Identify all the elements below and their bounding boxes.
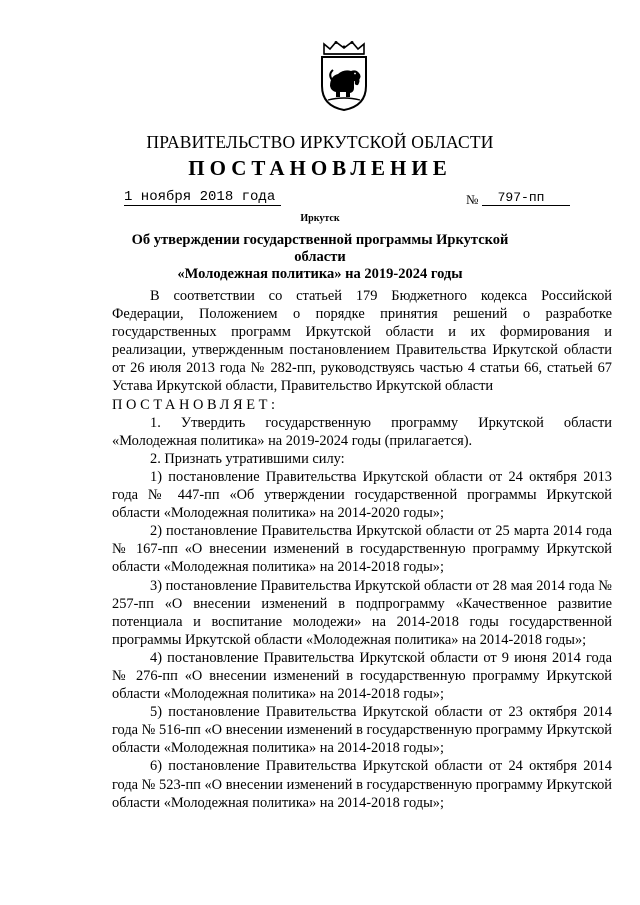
resolves-heading: ПОСТАНОВЛЯЕТ: <box>112 396 279 413</box>
document-number-value: 797-пп <box>497 190 545 205</box>
document-number <box>482 190 570 206</box>
document-type: ПОСТАНОВЛЕНИЕ <box>188 156 452 180</box>
preamble-paragraph: В соответствии со статьей 179 Бюджетного кодекса Российской Федерации, Положением о порядке принятия решений о разработке государственных программ Иркутской области и их формирования и реализации, утвержденным постановлением Правительства Иркутской области от 26 июля 2013 года № 282-пп, руководствуясь частью 4 статьи 66, статьей 67 Устава Иркутской области, Правительство Иркутской области <box>112 288 612 395</box>
document-title-line-1: Об утверждении государственной программы Иркутской области <box>131 232 509 265</box>
clause-2-item-5: 5) постановление Правительства Иркутской области от 23 октября 2014 года № 516-пп «О внесении изменений в государственную программу Иркутской области «Молодежная политика» на 2014-2018 годы»; <box>112 704 612 757</box>
irkutsk-coat-of-arms-icon <box>318 40 370 112</box>
clause-2-item-3: 3) постановление Правительства Иркутской области от 28 мая 2014 года № 257-пп «О внесении изменений в подпрограмму «Качественное развитие потенциала и воспитание молодежи» на 2014-2018 годы государственной программы Иркутской области «Молодежная политика» на 2014-2018 годы»; <box>112 577 612 648</box>
document-title-line-2: «Молодежная политика» на 2019-2024 годы <box>177 266 463 282</box>
number-sign: № <box>466 192 479 207</box>
document-body <box>112 287 612 812</box>
clause-2-item-6: 6) постановление Правительства Иркутской области от 24 октября 2014 года № 523-пп «О внесении изменений в государственную программу Иркутской области «Молодежная политика» на 2014-2018 годы»; <box>112 758 612 811</box>
document-title <box>120 232 520 283</box>
clause-2-item-1: 1) постановление Правительства Иркутской области от 24 октября 2013 года № 447-пп «Об утверждении государственной программы Иркутской области «Молодежная политика» на 2014-2020 годы»; <box>112 468 612 522</box>
clause-1: 1. Утвердить государственную программу Иркутской области «Молодежная политика» на 2019-2024 годы (прилагается). <box>112 414 612 449</box>
issue-city: Иркутск <box>300 213 340 224</box>
clause-2-item-4: 4) постановление Правительства Иркутской области от 9 июня 2014 года № 276-пп «О внесении изменений в государственную программу Иркутской области «Молодежная политика» на 2014-2018 годы»; <box>112 649 612 703</box>
issuing-authority: ПРАВИТЕЛЬСТВО ИРКУТСКОЙ ОБЛАСТИ <box>146 132 494 152</box>
document-date: 1 ноября 2018 года <box>124 190 281 206</box>
clause-2-item-2: 2) постановление Правительства Иркутской области от 25 марта 2014 года № 167-пп «О внесении изменений в государственную программу Иркутской области «Молодежная политика» на 2014-2018 годы»; <box>112 523 612 576</box>
clause-2: 2. Признать утратившими силу: <box>150 450 345 467</box>
